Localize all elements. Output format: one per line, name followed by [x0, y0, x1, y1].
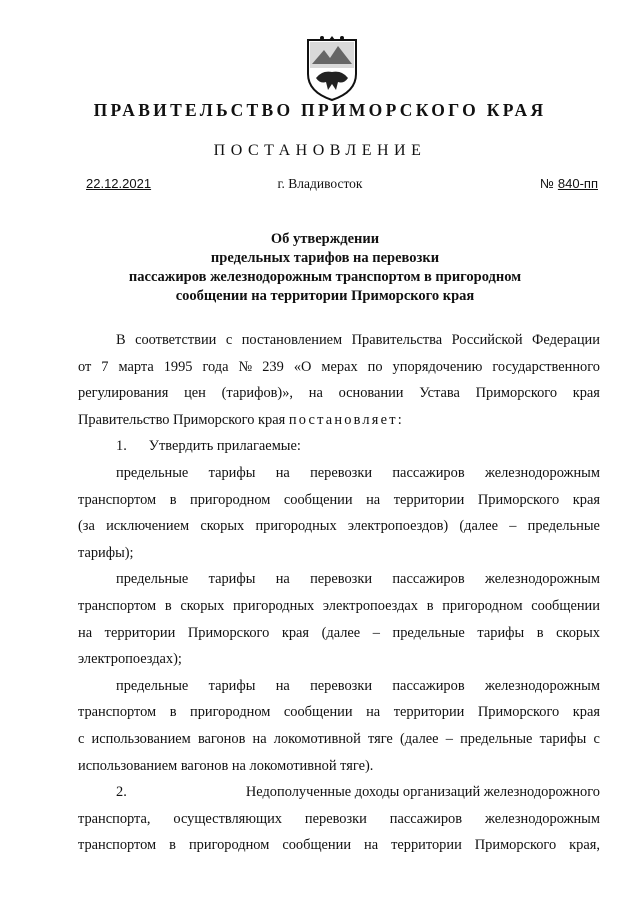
word: от	[78, 358, 92, 375]
item-text: Утвердить прилагаемые:	[148, 438, 301, 455]
body-text	[116, 566, 600, 593]
word: Российской	[451, 332, 523, 348]
body-line	[78, 699, 600, 726]
word: года	[202, 358, 229, 375]
word: исключением	[106, 518, 190, 535]
word: края	[281, 624, 310, 641]
word: территории	[104, 624, 176, 641]
word: государственного	[492, 358, 600, 375]
body-line	[78, 620, 600, 647]
body-text	[116, 460, 600, 487]
word: транспорта,	[78, 810, 151, 827]
word: транспортом	[78, 491, 157, 508]
body-line	[78, 407, 600, 434]
resolution-word: постановляет:	[288, 411, 404, 428]
word: на	[252, 730, 267, 747]
body-text	[116, 327, 600, 354]
body-line	[78, 673, 600, 700]
body-line	[78, 779, 600, 806]
word: края,	[569, 837, 600, 854]
word: в	[536, 624, 544, 641]
word: на	[275, 571, 290, 588]
word: в	[169, 704, 177, 721]
title-line: Об утверждении	[270, 231, 380, 247]
word: железнодорожным	[484, 677, 600, 694]
word: Устава	[419, 385, 460, 402]
title-line: пассажиров железнодорожным транспортом в пригородном	[128, 269, 522, 285]
number-value: 840-пп	[557, 176, 598, 191]
title-line: сообщении на территории Приморского края	[175, 288, 475, 304]
item-text: Недополученные доходы организаций железнодорожного	[245, 784, 600, 801]
body-text: использованием вагонов на локомотивной тяге).	[78, 757, 374, 774]
word: перевозки	[304, 810, 367, 827]
document-title	[60, 230, 590, 306]
word: края	[572, 704, 600, 721]
word: –	[445, 730, 453, 747]
word: тяге	[368, 730, 393, 747]
word: на	[275, 464, 290, 481]
word: транспортом	[78, 704, 157, 721]
word: электропоездов)	[347, 518, 449, 535]
body-text	[78, 354, 600, 381]
word: на	[275, 677, 290, 694]
word: железнодорожным	[484, 571, 600, 588]
word: сообщении	[282, 837, 352, 854]
document-date: 22.12.2021	[86, 176, 152, 191]
word: тарифы	[208, 571, 256, 588]
word: В	[116, 332, 126, 348]
body-line	[78, 433, 600, 460]
word: железнодорожным	[484, 810, 600, 827]
word: соответствии	[135, 332, 217, 348]
word: Федерации	[532, 332, 600, 348]
word: пассажиров	[392, 571, 465, 588]
word: цен	[184, 385, 206, 402]
body-line	[78, 460, 600, 487]
word: Приморского	[477, 704, 560, 721]
body-line	[78, 327, 600, 354]
word: Приморского	[187, 624, 270, 641]
body-text	[78, 726, 600, 753]
word: тарифы	[539, 730, 587, 747]
word: осуществляющих	[173, 810, 282, 827]
body-text	[116, 673, 600, 700]
body-line	[78, 487, 600, 514]
word: –	[372, 624, 380, 641]
document-body	[78, 327, 600, 859]
word: перевозки	[310, 571, 373, 588]
document-type: ПОСТАНОВЛЕНИЕ	[213, 142, 427, 159]
word: (за	[78, 518, 95, 535]
word: на	[78, 624, 93, 641]
coat-of-arms-emblem	[302, 34, 362, 102]
word: железнодорожным	[484, 464, 600, 481]
word: транспортом	[78, 597, 157, 614]
word: Приморского	[477, 491, 560, 508]
word: постановлением	[241, 332, 343, 348]
body-line	[78, 726, 600, 753]
word: 239	[262, 358, 284, 375]
word: 1995	[163, 358, 193, 375]
word: марта	[118, 358, 154, 375]
word: в	[164, 597, 172, 614]
body-text	[78, 487, 600, 514]
word: сообщении	[283, 491, 353, 508]
word: Приморского	[474, 837, 557, 854]
word: «О	[293, 358, 312, 375]
item-number: 1.	[116, 438, 127, 455]
word: (тарифов)»,	[221, 385, 294, 402]
word: предельные	[460, 730, 533, 747]
word: в	[169, 491, 177, 508]
word: на	[366, 704, 381, 721]
word: пригородном	[190, 491, 271, 508]
word: на	[364, 837, 379, 854]
body-text	[78, 620, 600, 647]
word: предельные	[116, 677, 189, 694]
word: скорых	[180, 597, 225, 614]
word: (далее	[321, 624, 361, 641]
word: скорых	[200, 518, 245, 535]
word: основании	[338, 385, 404, 402]
word: с	[593, 730, 600, 747]
word: пригородных	[232, 597, 315, 614]
word: пригородном	[190, 704, 271, 721]
word: на	[308, 385, 323, 402]
body-text	[78, 806, 600, 833]
title-line: предельных тарифов на перевозки	[210, 250, 440, 266]
word: с	[78, 730, 85, 747]
body-line	[78, 354, 600, 381]
word: –	[509, 518, 517, 535]
word: пассажиров	[389, 810, 463, 827]
body-line	[78, 593, 600, 620]
word: Правительства	[351, 332, 443, 348]
body-text	[78, 699, 600, 726]
word: локомотивной	[273, 730, 361, 747]
word: №	[238, 358, 253, 375]
body-line	[78, 832, 600, 859]
body-line	[78, 753, 600, 780]
word: предельные	[116, 464, 189, 481]
word: регулирования	[78, 385, 169, 402]
word: (далее	[399, 730, 439, 747]
body-text	[78, 832, 600, 859]
word: края	[572, 385, 600, 402]
word: предельные	[392, 624, 465, 641]
body-text: Правительство Приморского края	[78, 411, 286, 428]
body-text	[78, 513, 600, 540]
word: использованием	[91, 730, 191, 747]
word: Приморского	[475, 385, 558, 402]
item-number: 2.	[116, 784, 127, 801]
body-line	[78, 513, 600, 540]
word: 7	[101, 358, 109, 375]
word: сообщении	[283, 704, 353, 721]
document-city: г. Владивосток	[277, 176, 363, 191]
body-text	[78, 593, 600, 620]
body-text: тарифы);	[78, 544, 134, 561]
word: перевозки	[310, 464, 373, 481]
document-number	[540, 176, 598, 191]
word: пассажиров	[392, 677, 465, 694]
word: электропоездах	[322, 597, 418, 614]
word: вагонов	[197, 730, 246, 747]
word: территории	[393, 491, 465, 508]
word: предельные	[527, 518, 600, 535]
body-line	[78, 380, 600, 407]
word: по	[367, 358, 383, 375]
word: территории	[393, 704, 465, 721]
word: территории	[391, 837, 462, 854]
word: пригородном	[442, 597, 523, 614]
organization-name: ПРАВИТЕЛЬСТВО ПРИМОРСКОГО КРАЯ	[93, 100, 547, 120]
word: мерах	[321, 358, 358, 375]
body-line	[78, 646, 600, 673]
word: в	[169, 837, 176, 854]
word: в	[426, 597, 434, 614]
word: предельные	[116, 571, 189, 588]
word: (далее	[459, 518, 498, 535]
body-text: электропоездах);	[78, 651, 182, 668]
word: на	[366, 491, 381, 508]
word: транспортом	[78, 837, 157, 854]
word: тарифы	[477, 624, 525, 641]
word: тарифы	[208, 677, 256, 694]
body-line	[78, 806, 600, 833]
word: упорядочению	[392, 358, 483, 375]
body-line	[78, 566, 600, 593]
word: края	[572, 491, 600, 508]
word: сообщении	[531, 597, 600, 614]
word: тарифы	[208, 464, 256, 481]
word: пригородных	[255, 518, 337, 535]
body-line	[78, 540, 600, 567]
body-text	[78, 380, 600, 407]
word: пассажиров	[392, 464, 465, 481]
word: с	[225, 332, 233, 348]
number-prefix: №	[539, 176, 554, 191]
word: скорых	[556, 624, 600, 641]
word: перевозки	[310, 677, 373, 694]
word: пригородном	[188, 837, 270, 854]
